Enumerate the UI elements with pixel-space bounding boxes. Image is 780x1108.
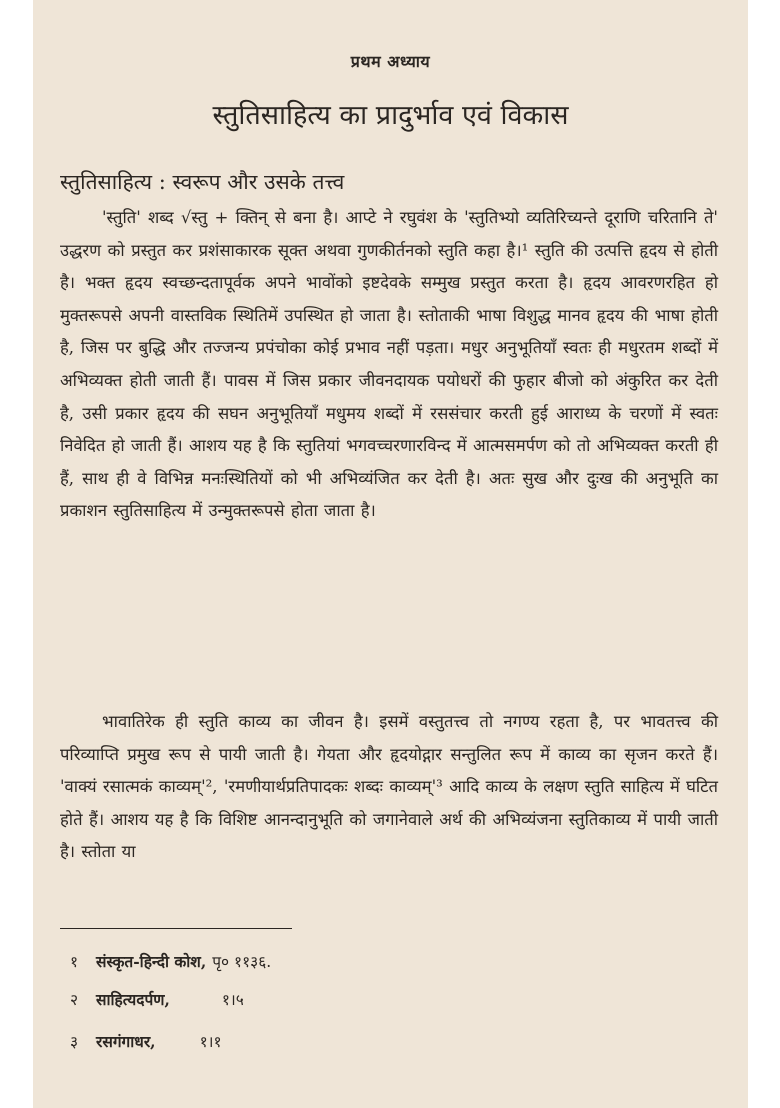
section-heading: स्तुतिसाहित्य : स्वरूप और उसके तत्त्व xyxy=(60,170,345,194)
footnote-source: रसगंगाधर, xyxy=(96,1032,156,1051)
footnote-number: ३ xyxy=(70,1033,79,1051)
footnote-number: २ xyxy=(70,991,79,1009)
footnote-reference: १।५ xyxy=(221,991,244,1009)
book-page xyxy=(33,0,748,1108)
footnote-reference: पृ० ११३६. xyxy=(212,953,272,971)
chapter-label: प्रथम अध्याय xyxy=(350,52,431,71)
footnote-number: १ xyxy=(70,953,79,971)
chapter-title: स्तुतिसाहित्य का प्रादुर्भाव एवं विकास xyxy=(212,100,569,131)
footnote-reference: १।१ xyxy=(199,1033,222,1051)
footnote-source: साहित्यदर्पण, xyxy=(96,990,170,1009)
footnote-source: संस्कृत-हिन्दी कोश, xyxy=(96,952,207,971)
body-paragraph-1: 'स्तुति' शब्द √स्तु + क्तिन् से बना है। आप्टे ने रघुवंश के 'स्तुतिभ्यो व्यतिरिच्यन्ते दूराणि चरितानि ते' उद्धरण को प्रस्तुत कर प्रशंसाकारक सूक्त अथवा गुणकीर्तनको स्तुति कहा है।¹ स्तुति की उत्पत्ति हृदय से होती है। भक्त हृदय स्वच्छन्दतापूर्वक अपने भावोंको इष्टदेवके सम्मुख प्रस्तुत करता है। हृदय आवरणरहित हो मुक्तरूपसे अपनी वास्तविक स्थितिमें उपस्थित हो जाता है। स्तोताकी भाषा विशुद्ध मानव हृदय की भाषा होती है, जिस पर बुद्धि और तज्जन्य प्रपंचोका कोई प्रभाव नहीं पड़ता। मधुर अनुभूतियाँ स्वतः ही मधुरतम शब्दों में अभिव्यक्त होती जाती हैं। पावस में जिस प्रकार जीवनदायक पयोधरों की फुहार बीजो को अंकुरित कर देती है, उसी प्रकार हृदय की सघन अनुभूतियाँ मधुमय शब्दों में रससंचार करती हुई आराध्य के चरणों में स्वतः निवेदित हो जाती हैं। आशय यह है कि स्तुतियां भगवच्चरणारविन्द में आत्मसमर्पण को तो अभिव्यक्त करती ही हैं, साथ ही वे विभिन्न मनःस्थितियों को भी अभिव्यंजित कर देती है। अतः सुख और दुःख की अनुभूति का प्रकाशन स्तुतिसाहित्य में उन्मुक्तरूपसे होता जाता है। xyxy=(60,208,718,521)
footnote-1 xyxy=(70,950,271,972)
body-paragraph-2: भावातिरेक ही स्तुति काव्य का जीवन है। इसमें वस्तुतत्त्व तो नगण्य रहता है, पर भावतत्त्व की परिव्याप्ति प्रमुख रूप से पायी जाती है। गेयता और हृदयोद्गार सन्तुलित रूप में काव्य का सृजन करते हैं। 'वाक्यं रसात्मकं काव्यम्'², 'रमणीयार्थप्रतिपादकः शब्दः काव्यम्'³ आदि काव्य के लक्षण स्तुति साहित्य में घटित होते हैं। आशय यह है कि विशिष्ट आनन्दानुभूति को जगानेवाले अर्थ की अभिव्यंजना स्तुतिकाव्य में पायी जाती है। स्तोता या xyxy=(60,712,718,862)
footnote-divider xyxy=(60,928,292,929)
footnote-3 xyxy=(70,1030,222,1052)
footnote-2 xyxy=(70,988,244,1010)
